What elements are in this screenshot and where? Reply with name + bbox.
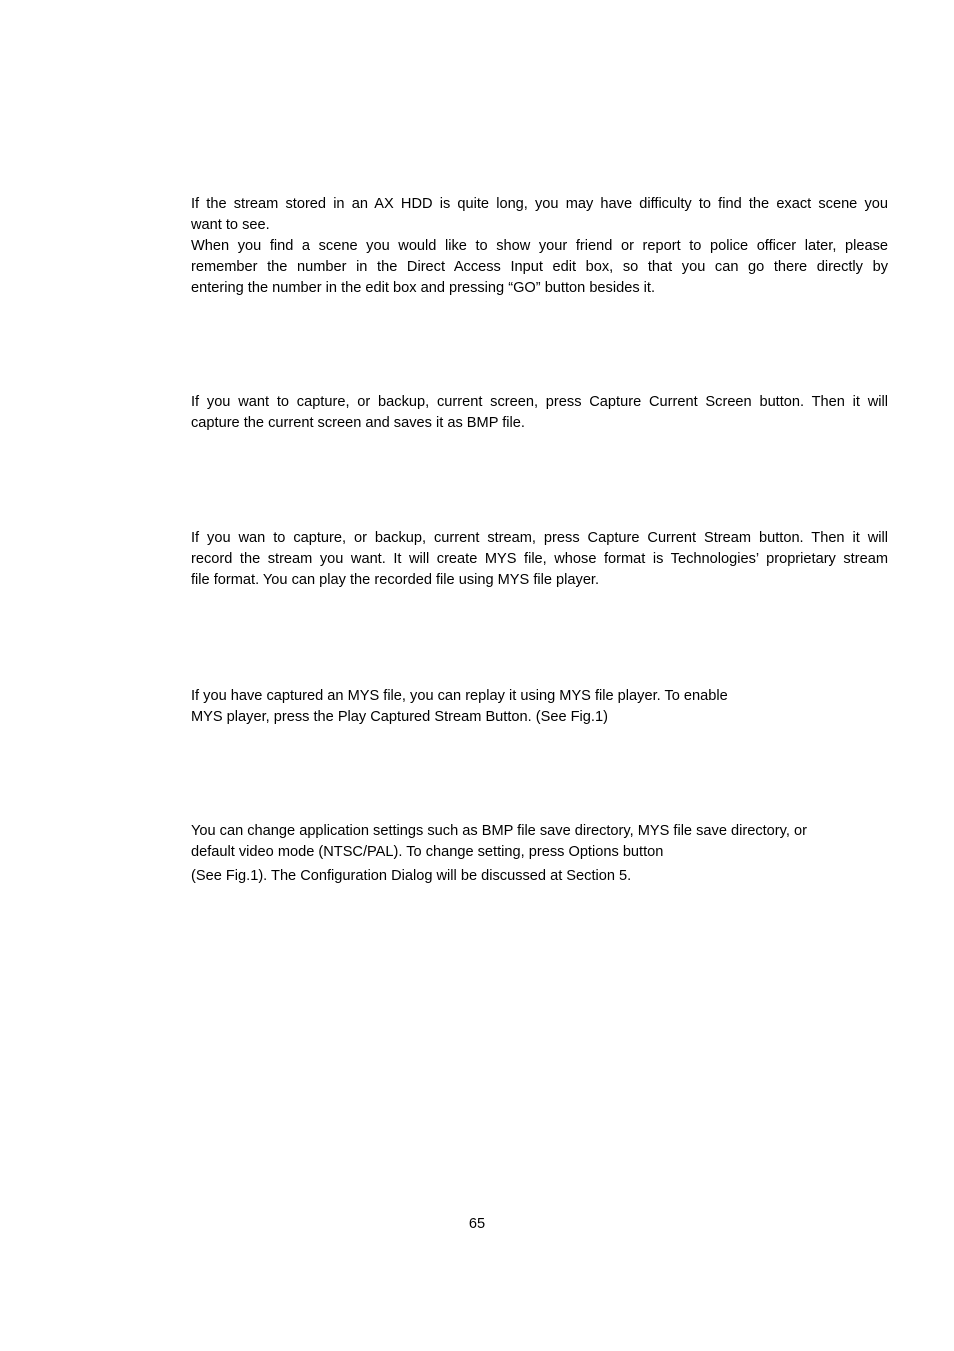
paragraph-capture-stream (191, 528, 888, 591)
text-line: You can change application settings such as BMP file save directory, MYS file save directory, or (191, 823, 807, 839)
text-line: MYS player, press the Play Captured Stream Button. (See Fig.1) (191, 709, 608, 725)
text-line: file format. You can play the recorded file using MYS file player. (191, 572, 600, 588)
text-line: If the stream stored in an AX HDD is quite long, you may have difficulty to find the exact scene you (191, 196, 888, 212)
text-line: entering the number in the edit box and pressing “GO” button besides it. (191, 280, 656, 296)
page-number: 65 (468, 1216, 486, 1232)
text-line: remember the number in the Direct Access Input edit box, so that you can go there directly by (191, 259, 888, 275)
paragraph-capture-screen (191, 392, 888, 434)
text-line: default video mode (NTSC/PAL). To change setting, press Options button (191, 844, 664, 860)
text-line: If you wan to capture, or backup, current stream, press Capture Current Stream button. Then it will (191, 530, 888, 546)
text-line: record the stream you want. It will create MYS file, whose format is Technologies’ proprietary stream (191, 551, 888, 567)
paragraph-play-captured-stream (191, 686, 888, 728)
paragraph-options (191, 821, 888, 887)
text-line: When you find a scene you would like to show your friend or report to police officer later, please (191, 238, 888, 254)
text-line: If you want to capture, or backup, current screen, press Capture Current Screen button. Then it will (191, 394, 888, 410)
paragraph-direct-access (191, 236, 888, 299)
paragraph-stream-length (191, 194, 888, 236)
text-line: want to see. (191, 217, 270, 233)
text-line: (See Fig.1). The Configuration Dialog will be discussed at Section 5. (191, 868, 632, 884)
text-line: If you have captured an MYS file, you can replay it using MYS file player. To enable (191, 688, 728, 704)
text-line: capture the current screen and saves it as BMP file. (191, 415, 525, 431)
